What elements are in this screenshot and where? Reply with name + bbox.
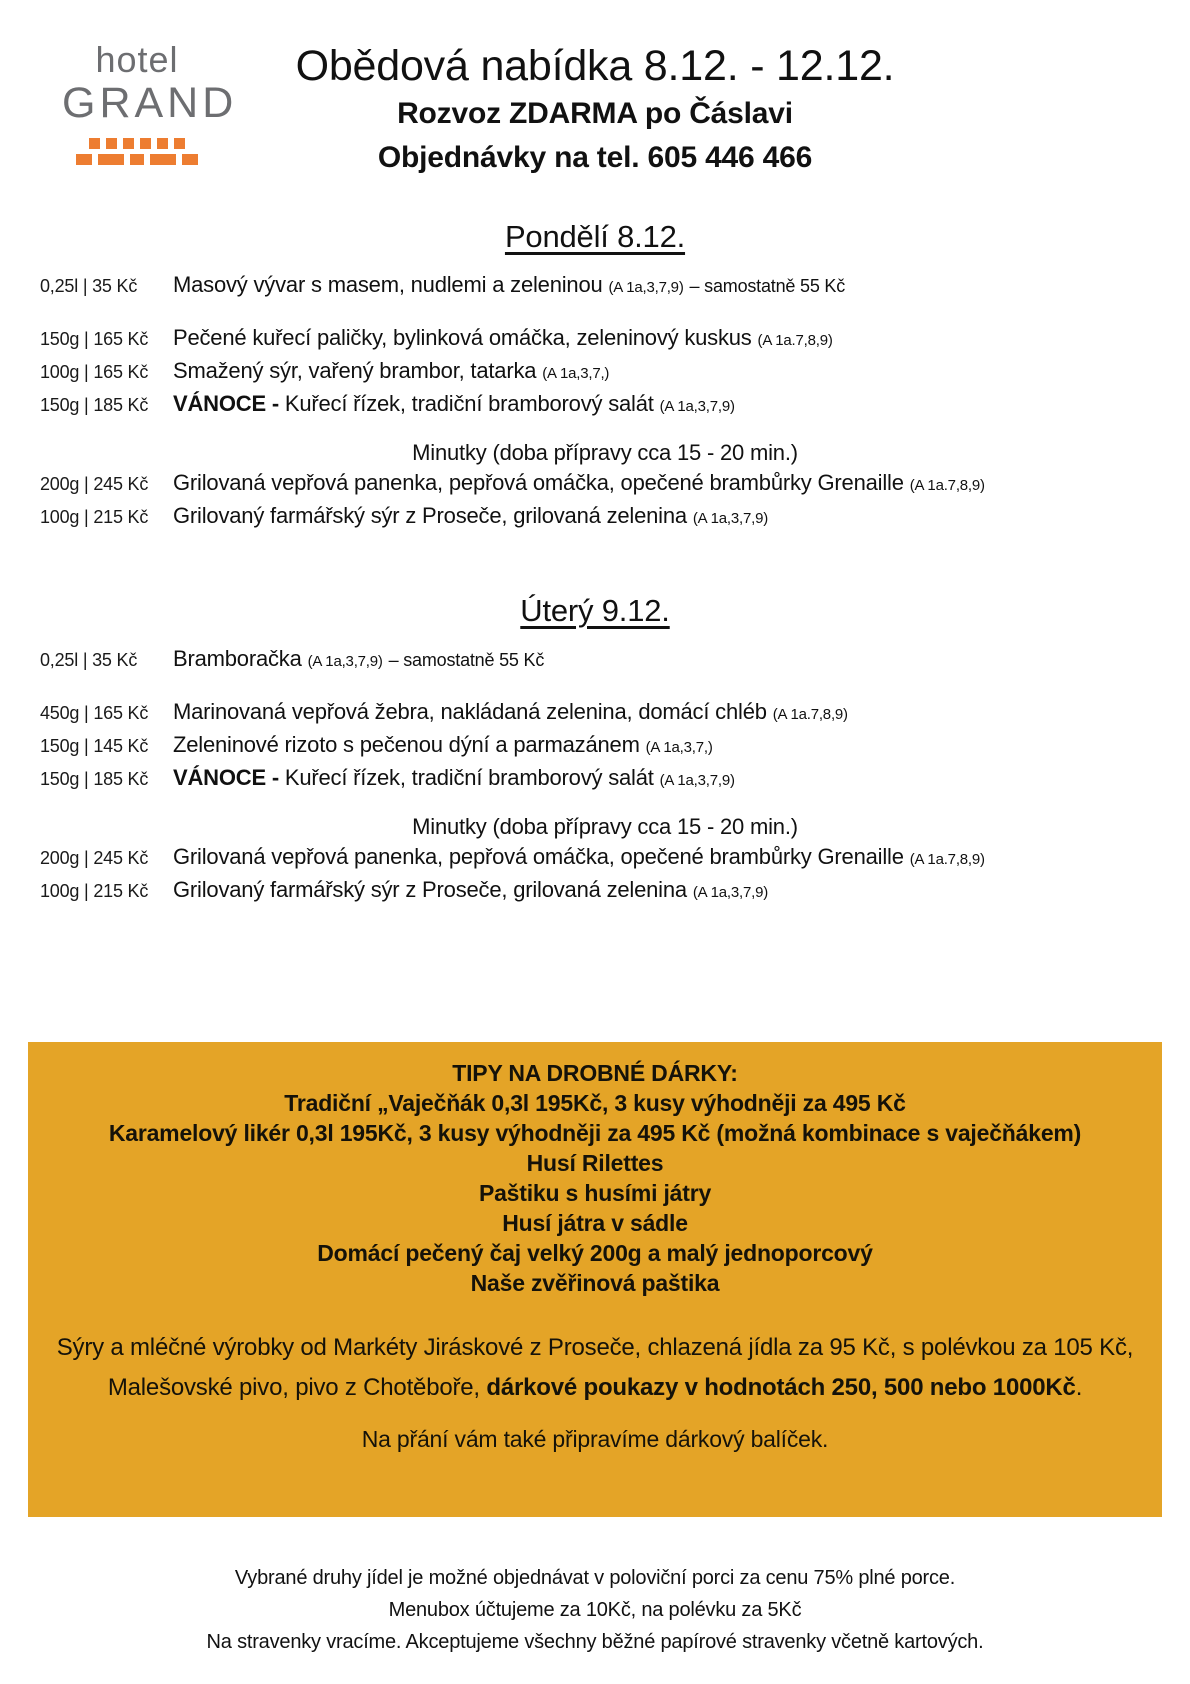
logo-dash — [106, 138, 117, 149]
gift-line: Naše zvěřinová paštika — [470, 1270, 720, 1296]
menu-item-row — [40, 875, 1170, 908]
menu-item-desc — [173, 356, 1170, 389]
menu-item-desc — [173, 842, 1170, 875]
menu-item-allergens: (A 1a.7,8,9) — [757, 332, 833, 349]
menu-item-price: 150g | 145 Kč — [40, 736, 149, 756]
menu-item-desc — [173, 389, 1170, 422]
logo-dash — [150, 154, 176, 165]
monday-minutky — [40, 468, 1170, 534]
menu-item-row — [40, 644, 1170, 677]
menu-item-desc — [173, 468, 1170, 501]
tuesday-mains — [40, 697, 1170, 796]
menu-item-row — [40, 730, 1170, 763]
day-section-tuesday — [0, 590, 1190, 908]
logo-word-hotel: hotel — [95, 39, 179, 80]
day-section-monday — [0, 216, 1190, 534]
menu-item-allergens: (A 1a,3,7,) — [645, 739, 713, 756]
logo-dash-row — [76, 154, 198, 165]
menu-item-row — [40, 389, 1170, 422]
logo-dash — [140, 138, 151, 149]
menu-item-allergens: (A 1a,3,7,) — [542, 365, 610, 382]
day-heading-monday: Pondělí 8.12. — [504, 219, 686, 254]
gift-extra-paragraph — [28, 1328, 1162, 1408]
menu-item-price: 450g | 165 Kč — [40, 703, 149, 723]
logo-dash-row — [89, 138, 185, 149]
monday-menu — [0, 270, 1190, 534]
menu-item-desc — [173, 270, 1170, 303]
menu-item-row — [40, 763, 1170, 796]
logo-dashes-icon — [62, 138, 212, 165]
menu-item-row — [40, 356, 1170, 389]
menu-item-price: 150g | 185 Kč — [40, 395, 149, 415]
menu-item-row — [40, 468, 1170, 501]
menu-item-row — [40, 323, 1170, 356]
menu-item-price: 200g | 245 Kč — [40, 848, 149, 868]
gift-line: Husí Rilettes — [526, 1150, 664, 1176]
menu-item-row — [40, 842, 1170, 875]
menu-item-row — [40, 501, 1170, 534]
gift-tips-box — [28, 1042, 1162, 1517]
menu-item-allergens: (A 1a,3,7,9) — [659, 398, 735, 415]
tuesday-menu — [0, 644, 1190, 908]
menu-item-name: Bramboračka — [173, 646, 302, 671]
menu-item-desc — [173, 323, 1170, 356]
logo-dash — [89, 138, 100, 149]
footer-menubox-note: Menubox účtujeme za 10Kč, na polévku za 5Kč — [388, 1599, 802, 1621]
menu-item-price: 150g | 185 Kč — [40, 769, 149, 789]
menu-item-extra: – samostatně 55 Kč — [388, 650, 545, 670]
menu-item-name: Grilovaná vepřová panenka, pepřová omáčka, opečené brambůrky Grenaille — [173, 470, 904, 495]
footer-vouchers-note: Na stravenky vracíme. Akceptujeme všechny běžné papírové stravenky včetně kartových. — [206, 1631, 984, 1653]
gift-package-note: Na přání vám také připravíme dárkový balíček. — [361, 1426, 829, 1452]
page-title: Obědová nabídka 8.12. - 12.12. — [295, 42, 895, 90]
menu-item-allergens: (A 1a,3,7,9) — [659, 772, 735, 789]
menu-item-price: 150g | 165 Kč — [40, 329, 149, 349]
minutky-heading: Minutky (doba přípravy cca 15 - 20 min.) — [412, 814, 798, 839]
gift-box-heading: TIPY NA DROBNÉ DÁRKY: — [452, 1060, 738, 1086]
menu-item-name: Pečené kuřecí paličky, bylinková omáčka, zeleninový kuskus — [173, 325, 752, 350]
menu-item-price: 100g | 215 Kč — [40, 881, 149, 901]
footer — [0, 1562, 1190, 1658]
menu-item-desc — [173, 697, 1170, 730]
menu-item-name: Zeleninové rizoto s pečenou dýní a parmazánem — [173, 732, 640, 757]
menu-item-allergens: (A 1a.7,8,9) — [909, 851, 985, 868]
footer-half-portion-note: Vybrané druhy jídel je možné objednávat v poloviční porci za cenu 75% plné porce. — [234, 1567, 956, 1589]
gift-line: Karamelový likér 0,3l 195Kč, 3 kusy výhodněji za 495 Kč (možná kombinace s vaječňákem) — [108, 1120, 1082, 1146]
gift-extra-line2-bold: dárkové poukazy v hodnotách 250, 500 nebo 1000Kč — [486, 1374, 1076, 1401]
menu-item-price: 200g | 245 Kč — [40, 474, 149, 494]
menu-item-name: Grilovaný farmářský sýr z Proseče, grilovaná zelenina — [173, 503, 687, 528]
menu-item-bold-prefix: VÁNOCE - — [173, 391, 279, 416]
menu-item-name: Marinovaná vepřová žebra, nakládaná zelenina, domácí chléb — [173, 699, 767, 724]
menu-item-name: Masový vývar s masem, nudlemi a zeleninou — [173, 272, 603, 297]
menu-item-row — [40, 270, 1170, 303]
tuesday-minutky — [40, 842, 1170, 908]
hotel-grand-logo — [62, 39, 238, 165]
gift-line: Husí játra v sádle — [502, 1210, 688, 1236]
menu-item-price: 0,25l | 35 Kč — [40, 650, 138, 670]
menu-item-name: Grilovaná vepřová panenka, pepřová omáčka, opečené brambůrky Grenaille — [173, 844, 904, 869]
menu-item-price: 100g | 215 Kč — [40, 507, 149, 527]
menu-item-extra: – samostatně 55 Kč — [689, 276, 846, 296]
logo-dash — [76, 154, 92, 165]
logo-dash — [98, 154, 124, 165]
logo-dash — [182, 154, 198, 165]
menu-item-allergens: (A 1a,3,7,9) — [692, 510, 769, 527]
menu-item-name: Kuřecí řízek, tradiční bramborový salát — [284, 765, 654, 790]
gift-line: Tradiční „Vaječňák 0,3l 195Kč, 3 kusy výhodněji za 495 Kč — [284, 1090, 906, 1116]
menu-item-desc — [173, 763, 1170, 796]
logo-word-grand: GRAND — [62, 79, 238, 127]
menu-item-desc — [173, 875, 1170, 908]
day-heading-tuesday: Úterý 9.12. — [520, 593, 670, 628]
gift-extra-line2-regular: Malešovské pivo, pivo z Chotěboře, — [107, 1374, 487, 1401]
gift-extra-line2-end: . — [1075, 1374, 1083, 1401]
logo-dash — [130, 154, 144, 165]
menu-item-price: 0,25l | 35 Kč — [40, 276, 138, 296]
logo-dash — [174, 138, 185, 149]
menu-item-allergens: (A 1a.7,8,9) — [772, 706, 848, 723]
menu-item-desc — [173, 501, 1170, 534]
gift-extra-line1: Sýry a mléčné výrobky od Markéty Jiráskové z Proseče, chlazená jídla za 95 Kč, s polévkou za 105 Kč, — [56, 1334, 1134, 1361]
menu-item-desc — [173, 730, 1170, 763]
menu-item-desc — [173, 644, 1170, 677]
logo-dash — [157, 138, 168, 149]
phone-note: Objednávky na tel. 605 446 466 — [377, 141, 813, 174]
menu-item-allergens: (A 1a,3,7,9) — [608, 279, 684, 296]
menu-item-name: Grilovaný farmářský sýr z Proseče, grilovaná zelenina — [173, 877, 687, 902]
menu-item-price: 100g | 165 Kč — [40, 362, 149, 382]
menu-item-allergens: (A 1a,3,7,9) — [307, 653, 383, 670]
gift-line: Domácí pečený čaj velký 200g a malý jednoporcový — [317, 1240, 873, 1266]
menu-item-name: Smažený sýr, vařený brambor, tatarka — [173, 358, 537, 383]
menu-item-row — [40, 697, 1170, 730]
menu-item-bold-prefix: VÁNOCE - — [173, 765, 279, 790]
menu-item-allergens: (A 1a,3,7,9) — [692, 884, 769, 901]
delivery-note: Rozvoz ZDARMA po Čáslavi — [397, 97, 793, 130]
menu-item-allergens: (A 1a.7,8,9) — [909, 477, 985, 494]
gift-line: Paštiku s husími játry — [478, 1180, 712, 1206]
menu-item-name: Kuřecí řízek, tradiční bramborový salát — [284, 391, 654, 416]
monday-mains — [40, 323, 1170, 422]
minutky-heading: Minutky (doba přípravy cca 15 - 20 min.) — [412, 440, 798, 465]
logo-dash — [123, 138, 134, 149]
